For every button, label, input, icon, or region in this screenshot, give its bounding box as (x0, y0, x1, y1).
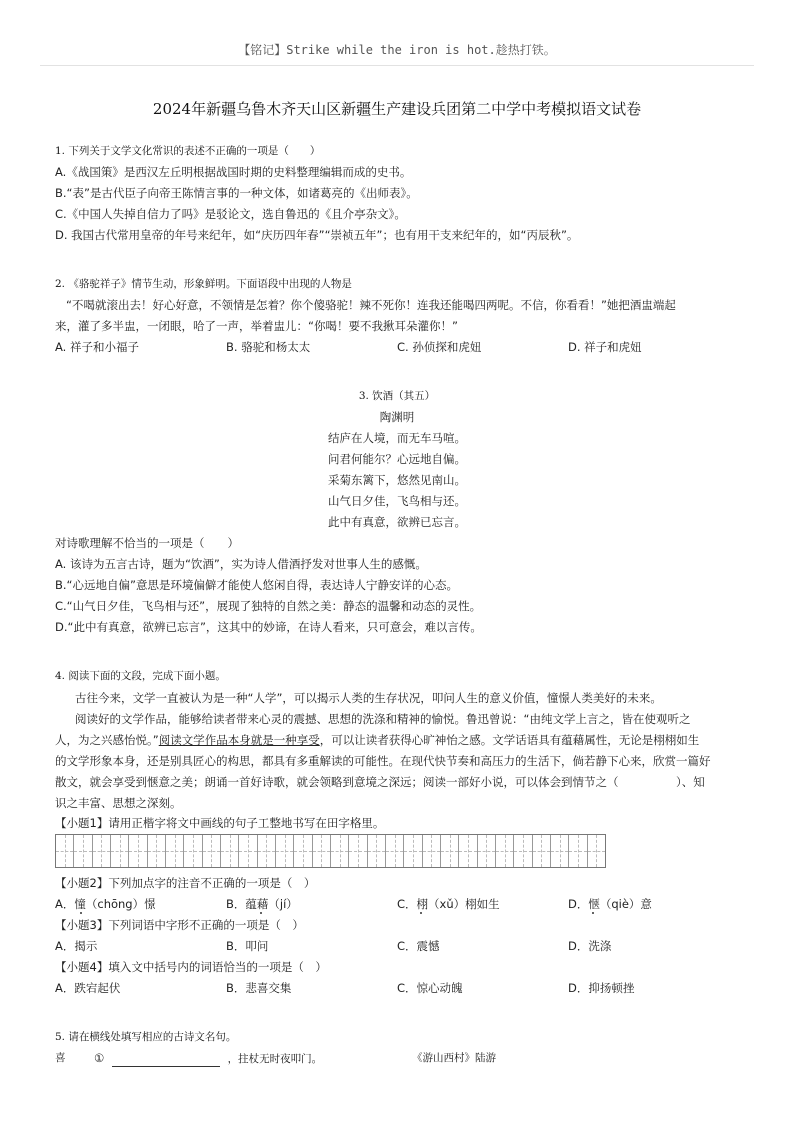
q2-stem: 2. 《骆驼祥子》情节生动，形象鲜明。下面语段中出现的人物是 (55, 278, 352, 290)
page-title: 2024年新疆乌鲁木齐天山区新疆生产建设兵团第二中学中考模拟语文试卷 (152, 100, 642, 118)
q5-category: 喜 (55, 1052, 66, 1064)
grid-cell[interactable] (93, 835, 111, 867)
grid-cell[interactable] (203, 835, 221, 867)
grid-cell[interactable] (478, 835, 496, 867)
grid-cell[interactable] (423, 835, 441, 867)
grid-cell[interactable] (129, 835, 147, 867)
q4-passage-line3-end: ，可以让读者获得心旷神怡之感。文学话语具有蕴藉属性，无论是栩栩如生 (319, 733, 700, 747)
q3-poem-line3: 采菊东篱下，悠然见南山。 (328, 473, 466, 487)
q5-item-text: ，拄杖无时夜叩门。 (227, 1053, 323, 1065)
q4-sub1: 【小题1】请用正楷字将文中画线的句子工整地书写在田字格里。 (55, 816, 385, 830)
q1-option-b: B.“表”是古代臣子向帝王陈情言事的一种文体，如诸葛亮的《出师表》。 (55, 186, 418, 200)
grid-cell[interactable] (368, 835, 386, 867)
answer-blank[interactable] (112, 1055, 220, 1067)
grid-cell[interactable] (258, 835, 276, 867)
q2-passage-line1: “不喝就滚出去！好心好意，不领情是怎着？你个傻骆驼！辣不死你！连我还能喝四两呢。不信，你看看！”她把酒盅端起 (66, 298, 676, 312)
q5-source: 《游山西村》陆游 (412, 1052, 496, 1064)
q2-passage-line2: 来，灌了多半盅，一闭眼，哈了一声，举着盅儿：“你喝！要不我揪耳朵灌你！” (55, 319, 458, 333)
q4-sub4-option-d: D．抑扬顿挫 (568, 981, 635, 995)
grid-cell[interactable] (404, 835, 422, 867)
q4-sub2-option-d: D．惬（qiè）意 (568, 897, 652, 911)
q1-option-a: A.《战国策》是西汉左丘明根据战国时期的史料整理编辑而成的史书。 (55, 165, 412, 179)
q4-sub2-option-a: A．憧（chōng）憬 (55, 897, 156, 911)
q3-poem-line5: 此中有真意，欲辨已忘言。 (328, 515, 466, 529)
q5-stem: 5. 请在横线处填写相应的古诗文名句。 (55, 1031, 237, 1043)
q5-item-number: ① (94, 1051, 105, 1065)
grid-cell[interactable] (74, 835, 92, 867)
q3-stem: 对诗歌理解不恰当的一项是（ ） (55, 536, 239, 550)
q2-option-d: D. 祥子和虎妞 (568, 340, 642, 354)
grid-cell[interactable] (496, 835, 514, 867)
q3-poem-line1: 结庐在人境，而无车马喧。 (328, 431, 466, 445)
q4-passage-line4: 的文学形象本身，还是别具匠心的构思，都具有多重解读的可能性。在现代快节奏和高压力的生活下，倘若静下心来，欣赏一篇好 (55, 754, 711, 768)
grid-cell[interactable] (331, 835, 349, 867)
grid-cell[interactable] (294, 835, 312, 867)
q1-stem: 1. 下列关于文学文化常识的表述不正确的一项是（ ） (55, 145, 321, 157)
q4-passage-line5: 散文，就会享受到惬意之美；朗诵一首好诗歌，就会领略到意境之深远；阅读一部好小说，可以体会到情节之（ ）、知 (55, 775, 705, 789)
q4-passage-line3-start: 人，为之兴感怡悦。” (55, 733, 159, 747)
q4-passage-line6: 识之丰富、思想之深刻。 (55, 796, 182, 810)
q4-underlined-sentence: 阅读文学作品本身就是一种享受 (158, 733, 320, 747)
grid-cell[interactable] (313, 835, 331, 867)
q2-option-c: C. 孙侦探和虎妞 (397, 340, 482, 354)
q4-sub3-option-a: A．揭示 (55, 939, 98, 953)
grid-cell[interactable] (111, 835, 129, 867)
q4-sub2-option-c: C．栩（xǔ）栩如生 (397, 897, 500, 911)
grid-cell[interactable] (569, 835, 587, 867)
grid-cell[interactable] (514, 835, 532, 867)
q3-option-b: B.“心远地自偏”意思是环境偏僻才能使人悠闲自得，表达诗人宁静安详的心态。 (55, 578, 458, 592)
q4-sub4: 【小题4】填入文中括号内的词语恰当的一项是（ ） (55, 960, 327, 974)
q4-sub3-option-b: B．叩问 (226, 939, 269, 953)
q3-option-c: C.“山气日夕佳，飞鸟相与还”，展现了独特的自然之美：静态的温馨和动态的灵性。 (55, 599, 482, 613)
emphasis-dot (80, 912, 82, 914)
q4-passage-line3 (55, 732, 699, 748)
q4-sub3: 【小题3】下列词语中字形不正确的一项是（ ） (55, 918, 304, 932)
q4-sub4-option-c: C．惊心动魄 (397, 981, 463, 995)
grid-cell[interactable] (386, 835, 404, 867)
grid-cell[interactable] (56, 835, 74, 867)
emphasis-dot (420, 912, 422, 914)
header-divider (40, 65, 754, 66)
q2-option-a: A. 祥子和小福子 (55, 340, 139, 354)
q3-poem-title: 3. 饮酒（其五） (358, 390, 436, 402)
grid-cell[interactable] (533, 835, 551, 867)
q4-passage-line2: 阅读好的文学作品，能够给读者带来心灵的震撼、思想的洗涤和精神的愉悦。鲁迅曾说：“由纯文学上言之，皆在使观听之 (75, 712, 691, 726)
q1-option-c: C.《中国人失掉自信力了吗》是驳论文，选自鲁迅的《且介亭杂文》。 (55, 207, 406, 221)
emphasis-dot (592, 912, 594, 914)
q1-option-d: D. 我国古代常用皇帝的年号来纪年，如“庆历四年春”“崇祯五年”；也有用干支来纪年的，如“丙辰秋”。 (55, 228, 579, 242)
q4-sub3-option-d: D．洗涤 (568, 939, 612, 953)
grid-cell[interactable] (349, 835, 367, 867)
q3-poem-line4: 山气日夕佳，飞鸟相与还。 (328, 494, 466, 508)
q2-option-b: B. 骆驼和杨太太 (226, 340, 311, 354)
q3-option-d: D.“此中有真意，欲辨已忘言”，这其中的妙谛，在诗人看来，只可意会，难以言传。 (55, 620, 482, 634)
q4-sub2-option-b: B．蕴藉（jí） (226, 897, 298, 911)
grid-cell[interactable] (166, 835, 184, 867)
q4-passage-line1: 古往今来，文学一直被认为是一种“人学”，可以揭示人类的生存状况，叩问人生的意义价值，憧憬人类美好的未来。 (75, 691, 662, 705)
q4-stem: 4. 阅读下面的文段，完成下面小题。 (55, 670, 226, 682)
q4-sub4-option-a: A．跌宕起伏 (55, 981, 121, 995)
grid-cell[interactable] (276, 835, 294, 867)
emphasis-dot (260, 912, 262, 914)
q4-sub3-option-c: C．震憾 (397, 939, 440, 953)
grid-cell[interactable] (459, 835, 477, 867)
q3-poem-author: 陶渊明 (379, 410, 415, 424)
q3-poem-line2: 问君何能尔？心远地自偏。 (328, 452, 466, 466)
q3-option-a: A. 该诗为五言古诗，题为“饮酒”，实为诗人借酒抒发对世事人生的感慨。 (55, 557, 427, 571)
grid-cell[interactable] (441, 835, 459, 867)
grid-cell[interactable] (221, 835, 239, 867)
q4-sub4-option-b: B．悲喜交集 (226, 981, 292, 995)
q5-item-1 (94, 1050, 322, 1067)
q4-sub2: 【小题2】下列加点字的注音不正确的一项是（ ） (55, 876, 316, 890)
grid-cell[interactable] (551, 835, 569, 867)
tianzige-writing-grid[interactable] (55, 834, 606, 868)
grid-cell[interactable] (588, 835, 605, 867)
grid-cell[interactable] (239, 835, 257, 867)
grid-cell[interactable] (148, 835, 166, 867)
grid-cell[interactable] (184, 835, 202, 867)
page-header: 【铭记】Strike while the iron is hot.趁热打铁。 (238, 43, 556, 57)
